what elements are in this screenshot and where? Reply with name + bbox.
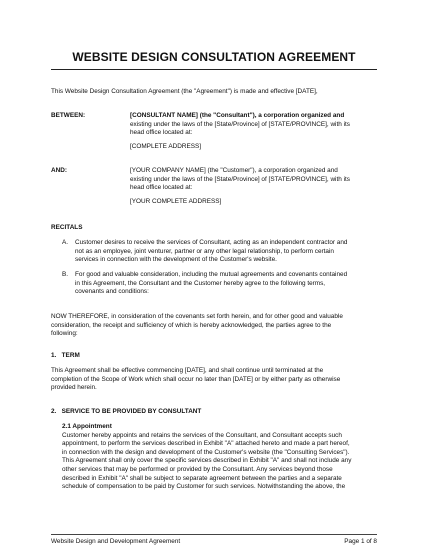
between-label: BETWEEN: [51, 112, 86, 119]
customer-line-2: existing under the laws of the [State/Province] of [STATE/PROVINCE], with its [130, 175, 350, 183]
section-2-line-6: described in Exhibit "A" shall be subject to separate agreement between the parties and a separate [62, 474, 342, 482]
intro-paragraph: This Website Design Consultation Agreement (the "Agreement") is made and effective [DATE], [51, 88, 318, 95]
section-2-line-3: in connection with the design and development of the Customer's website (the "Consulting Services"). [62, 448, 350, 456]
section-1-line-1: This Agreement shall be effective commencing [DATE], and shall continue until terminated at the [51, 367, 324, 374]
section-2-line-7: schedule of compensation to be paid by Customer for such services. Notwithstanding the above, the [62, 483, 346, 491]
consultant-line-1 [130, 112, 344, 121]
consultant-address: [COMPLETE ADDRESS] [130, 143, 202, 150]
recital-a-line-1: Customer desires to receive the services of Consultant, acting as an independent contractor and [75, 239, 348, 246]
section-2-line-5: other services that may be performed or provided by the Consultant. Any services beyond those [62, 466, 333, 473]
consultant-line-2: existing under the laws of the [State/Province] of [STATE/PROVINCE], with its [130, 120, 350, 128]
consultant-line-1-text: [CONSULTANT NAME] (the "Consultant"), a corporation organized and [130, 112, 345, 119]
section-2-heading: 2. SERVICE TO BE PROVIDED BY CONSULTANT [51, 408, 202, 415]
recital-b-line-2: in this Agreement, the Consultant and the Customer hereby agree to the following terms, [75, 279, 326, 287]
recital-a-line-2: not as an employee, joint venturer, partner or any other legal relationship, to perform certain [75, 247, 334, 255]
recital-a-line-3: services in connection with the development of the Customer's website. [75, 256, 277, 264]
section-2-1-heading: 2.1 Appointment [62, 423, 112, 430]
and-label: AND: [51, 167, 67, 174]
section-1-line-2: completion of the Scope of Work which shall occur no later than [DATE] or by either party as otherwise [51, 375, 341, 383]
recital-b-letter: B. [62, 271, 69, 278]
document-title: WEBSITE DESIGN CONSULTATION AGREEMENT [72, 50, 356, 64]
section-2-line-2: appointment, to perform the services described in Exhibit "A" attached hereto and made a part hereof, [62, 440, 350, 448]
footer-document-name: Website Design and Development Agreement [51, 538, 181, 545]
recital-b-line-3: covenants and conditions: [75, 288, 149, 296]
now-therefore-line-1: NOW THEREFORE, in consideration of the covenants set forth herein, and for other good and valuable [51, 313, 343, 320]
recitals-heading: RECITALS [51, 224, 83, 231]
title-divider [51, 69, 377, 70]
consultant-line-3: head office located at: [130, 129, 193, 137]
customer-line-3: head office located at: [130, 184, 193, 192]
section-1-line-3: provided herein. [51, 384, 97, 392]
section-1-heading: 1. TERM [51, 352, 80, 359]
recital-b-line-1: For good and valuable consideration, including the mutual agreements and covenants contained [75, 271, 348, 278]
footer-divider [51, 534, 377, 535]
now-therefore-line-3: following: [51, 330, 78, 338]
section-2-line-1: Customer hereby appoints and retains the services of the Consultant, and Consultant accepts such [62, 431, 342, 439]
customer-address: [YOUR COMPLETE ADDRESS] [130, 198, 222, 205]
recital-a-letter: A. [62, 239, 69, 246]
section-2-line-4: This Agreement shall only cover the specific services described in Exhibit "A" and shall not include any [62, 457, 352, 465]
now-therefore-line-2: consideration, the receipt and sufficiency of which is hereby acknowledged, the parties agree to the [51, 321, 332, 329]
footer-page-number: Page 1 of 8 [344, 538, 377, 545]
customer-line-1: [YOUR COMPANY NAME] (the "Customer"), a corporation organized and [130, 167, 338, 174]
